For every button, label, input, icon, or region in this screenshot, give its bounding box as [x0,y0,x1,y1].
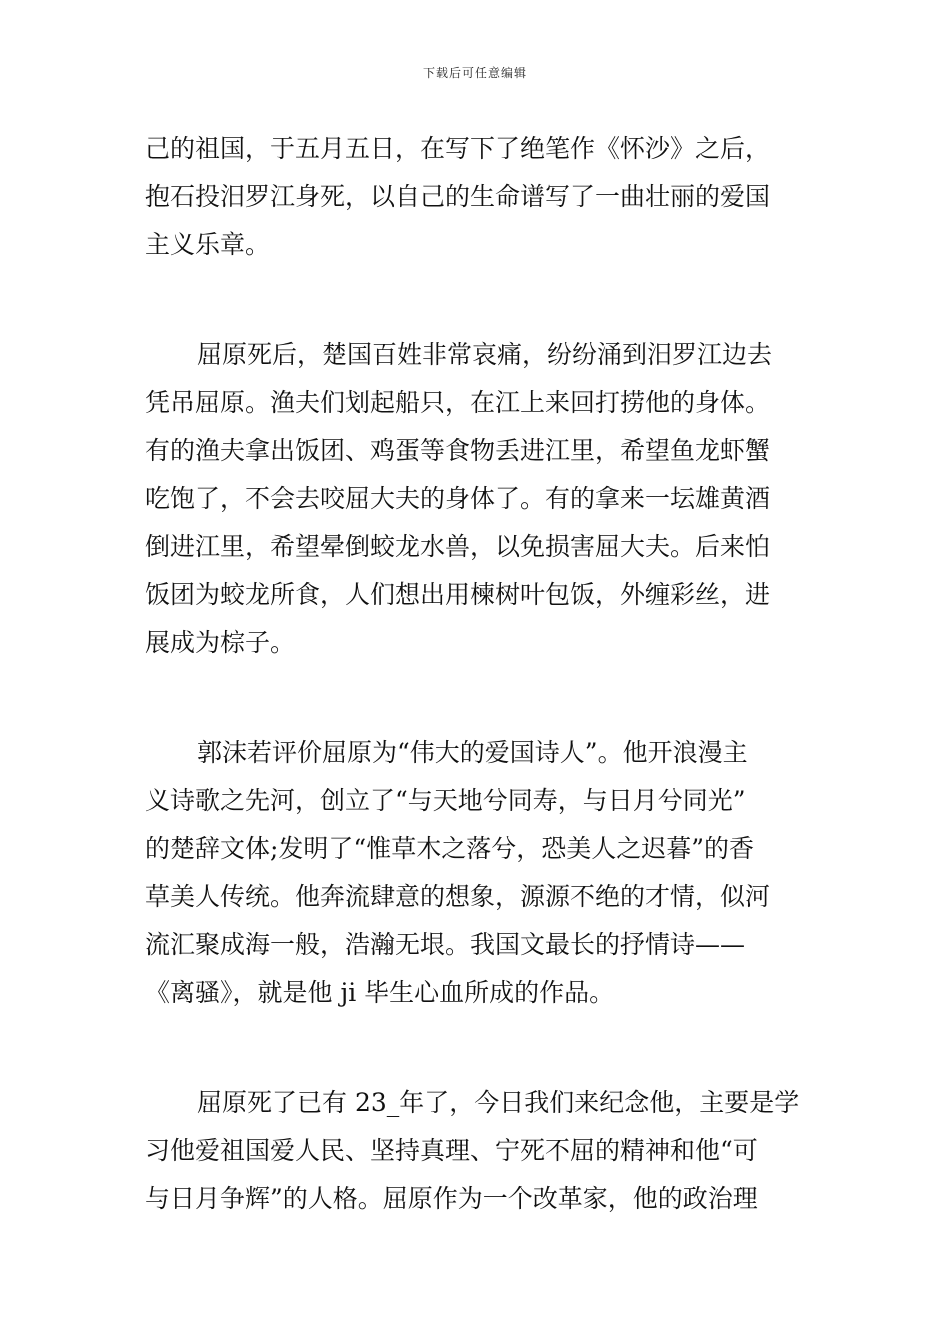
text-line: 展成为棕子。 [145,628,296,657]
text-line: 屈原死了已有 23_年了，今日我们来纪念他，主要是学 [197,1088,800,1117]
text-line: 义诗歌之先河，创立了“与天地兮同寿，与日月兮同光” [145,786,746,815]
text-line: 的楚辞文体;发明了“惟草木之落兮，恐美人之迟暮”的香 [145,834,754,863]
text-line: 与日月争辉”的人格。屈原作为一个改革家，他的政治理 [145,1184,758,1213]
paragraph [145,729,810,1017]
paragraph-gap [145,1017,810,1079]
text-line: 习他爱祖国爱人民、坚持真理、宁死不屈的精神和他“可 [145,1136,758,1165]
text-line: 己的祖国，于五月五日，在写下了绝笔作《怀沙》之后， [145,134,771,163]
paragraph-gap [145,667,810,729]
text-line: 郭沫若评价屈原为“伟大的爱国诗人”。他开浪漫主 [197,738,748,767]
page-header: 下载后可任意编辑 [422,66,527,80]
paragraph [145,125,810,269]
text-line: 凭吊屈原。渔夫们划起船只，在江上来回打捞他的身体。 [145,388,771,417]
text-line: 有的渔夫拿出饭团、鸡蛋等食物丢进江里，希望鱼龙虾蟹 [145,436,771,465]
text-line: 草美人传统。他奔流肆意的想象，源源不绝的才情，似河 [145,882,771,911]
paragraph [145,1079,810,1223]
document-body [145,125,810,1223]
text-line: 饭团为蛟龙所食，人们想出用楝树叶包饭，外缠彩丝，进 [145,580,771,609]
text-line: 《离骚》，就是他 ji 毕生心血所成的作品。 [145,978,615,1007]
text-line: 抱石投汨罗江身死，以自己的生命谱写了一曲壮丽的爱国 [145,182,771,211]
text-line: 屈原死后，楚国百姓非常哀痛，纷纷涌到汨罗江边去 [197,340,773,369]
text-line: 主义乐章。 [145,230,271,259]
text-line: 倒进江里，希望晕倒蛟龙水兽，以免损害屈大夫。后来怕 [145,532,771,561]
text-line: 流汇聚成海一般，浩瀚无垠。我国文最长的抒情诗—— [145,930,746,959]
text-line: 吃饱了，不会去咬屈大夫的身体了。有的拿来一坛雄黄酒 [145,484,771,513]
paragraph [145,331,810,667]
paragraph-gap [145,269,810,331]
